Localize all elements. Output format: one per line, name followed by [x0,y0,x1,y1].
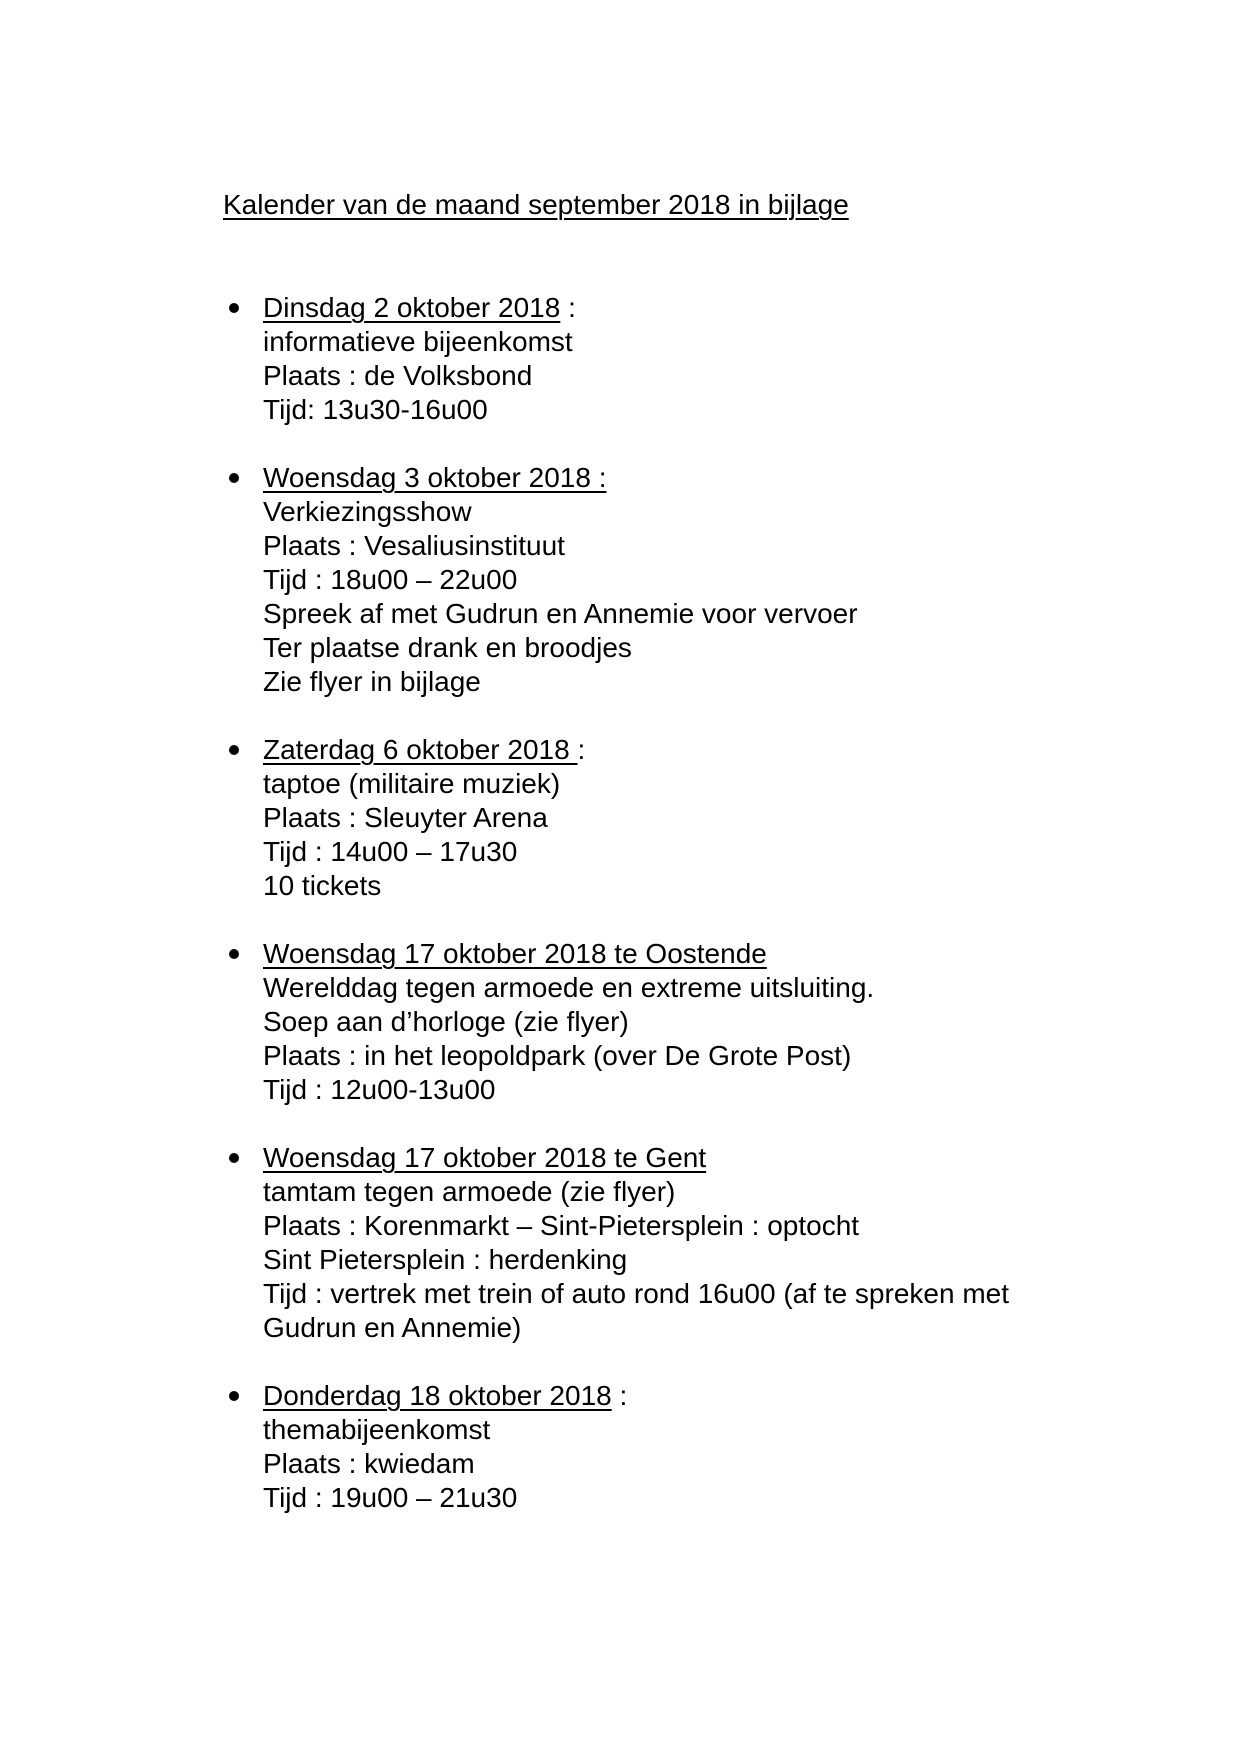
bullet-icon [229,949,239,959]
event-detail-line: Verkiezingsshow [263,496,472,527]
event-detail-line: taptoe (militaire muziek) [263,768,561,799]
document-title: Kalender van de maand september 2018 in bijlage [223,189,849,220]
event-date: Dinsdag 2 oktober 2018 [263,292,561,323]
event-detail-line: tamtam tegen armoede (zie flyer) [263,1176,676,1207]
event-date-heading [263,1141,1033,1175]
event-date: Zaterdag 6 oktober 2018 [263,734,578,765]
event-date-heading [263,733,1033,767]
event-item [223,1379,1033,1515]
event-detail-line: Plaats : Korenmarkt – Sint-Pietersplein : optocht [263,1210,860,1241]
event-detail-line: Zie flyer in bijlage [263,666,481,697]
event-item [223,291,1033,427]
event-item [223,461,1033,699]
event-detail-line: themabijeenkomst [263,1414,491,1445]
event-item [223,937,1033,1107]
event-detail-line: Plaats : kwiedam [263,1448,475,1479]
event-detail-line: Tijd : 12u00-13u00 [263,1074,496,1105]
event-date-heading [263,461,1033,495]
event-detail-line: Plaats : in het leopoldpark (over De Grote Post) [263,1040,852,1071]
event-detail-line: 10 tickets [263,870,382,901]
event-detail-line: Ter plaatse drank en broodjes [263,632,632,663]
bullet-icon [229,1391,239,1401]
event-date-heading [263,291,1033,325]
event-detail-line: Soep aan d’horloge (zie flyer) [263,1006,629,1037]
event-date: Woensdag 17 oktober 2018 te Oostende [263,938,767,969]
event-detail-line: Tijd : 14u00 – 17u30 [263,836,518,867]
event-date-suffix: : [611,1380,628,1411]
event-date-suffix: : [577,734,586,765]
event-detail-line: Spreek af met Gudrun en Annemie voor vervoer [263,598,858,629]
event-date-suffix: : [560,292,576,323]
bullet-icon [229,1153,239,1163]
event-detail-line: Plaats : Sleuyter Arena [263,802,548,833]
event-date: Woensdag 17 oktober 2018 te Gent [263,1142,707,1173]
event-detail-line: Plaats : de Volksbond [263,360,533,391]
event-detail-line: Tijd : 19u00 – 21u30 [263,1482,518,1513]
event-detail-line: Plaats : Vesaliusinstituut [263,530,565,561]
bullet-icon [229,473,239,483]
event-detail-line: Tijd : 18u00 – 22u00 [263,564,518,595]
event-detail-line: informatieve bijeenkomst [263,326,573,357]
bullet-icon [229,303,239,313]
event-detail-line: Werelddag tegen armoede en extreme uitsluiting. [263,972,875,1003]
event-detail-line: Gudrun en Annemie) [263,1312,522,1343]
event-date-heading [263,1379,1033,1413]
event-date: Donderdag 18 oktober 2018 [263,1380,612,1411]
document-content [223,188,1033,1549]
event-date: Woensdag 3 oktober 2018 : [263,462,607,493]
event-detail-line: Sint Pietersplein : herdenking [263,1244,628,1275]
event-item [223,1141,1033,1345]
event-item [223,733,1033,903]
event-detail-line: Tijd : vertrek met trein of auto rond 16u00 (af te spreken met [263,1278,1009,1309]
event-date-heading [263,937,1033,971]
bullet-icon [229,745,239,755]
event-detail-line: Tijd: 13u30-16u00 [263,394,488,425]
